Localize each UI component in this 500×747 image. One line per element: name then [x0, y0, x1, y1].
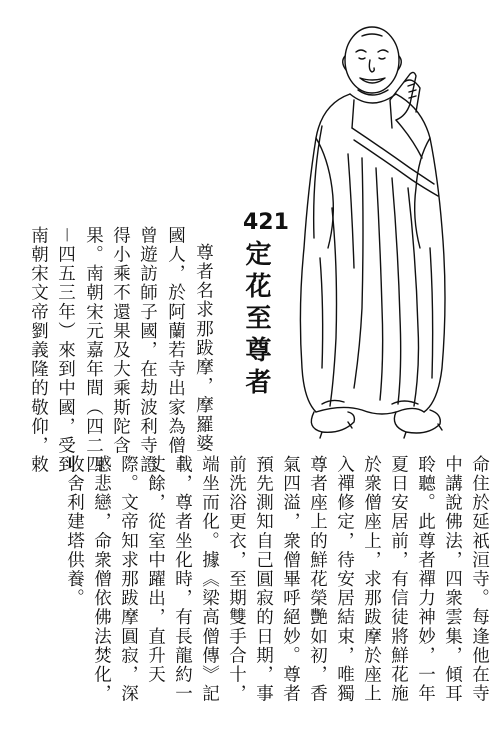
text-column: 丈餘，從室中躍出，直升天 [145, 455, 166, 685]
text-column: 夏日安居前，有信徒將鮮花施 [388, 455, 409, 704]
arhat-illustration [292, 8, 497, 440]
text-column: 聆聽。此尊者禪力神妙，一年 [415, 455, 436, 704]
entry-number: 421 [243, 210, 289, 235]
text-column: 際。文帝知求那跋摩圓寂，深 [118, 455, 139, 704]
text-column: 中講說佛法，四衆雲集，傾耳 [442, 455, 463, 704]
entry-title: 定花至尊者 [241, 240, 271, 400]
text-column: 曾遊訪師子國，在劫波利寺證 [137, 226, 158, 475]
text-column: 預先測知自己圓寂的日期，事 [253, 455, 274, 704]
text-column: 收舍利建塔供養。 [64, 455, 85, 608]
text-column: 端坐而化。據《梁高僧傳》記 [199, 455, 220, 704]
text-column: 國人，於阿蘭若寺出家為僧。 [165, 226, 186, 475]
text-column: 於衆僧座上，求那跋摩於座上 [361, 455, 382, 704]
text-column: 果。南朝宋元嘉年間（四二四 [83, 226, 104, 475]
text-column: 感悲戀，命衆僧依佛法焚化， [91, 455, 112, 704]
text-column: 載，尊者坐化時，有長龍約一 [172, 455, 193, 704]
text-column: 南朝宋文帝劉義隆的敬仰，敕 [28, 226, 49, 475]
text-column: 氣四溢，衆僧畢呼絕妙。尊者 [280, 455, 301, 704]
text-column: －四五三年）來到中國，受到 [55, 226, 76, 475]
text-column: 得小乘不還果及大乘斯陀含 [110, 226, 131, 456]
text-column: 尊者座上的鮮花榮艷如初，香 [307, 455, 328, 704]
text-column: 命住於延祇洹寺。每逢他在寺 [469, 455, 490, 704]
text-column: 尊者名求那跋摩，摩羅婆 [193, 243, 214, 454]
right-foot [394, 410, 440, 433]
text-column: 入禪修定，待安居結束，唯獨 [334, 455, 355, 704]
text-column: 前洗浴更衣，至期雙手合十， [226, 455, 247, 704]
